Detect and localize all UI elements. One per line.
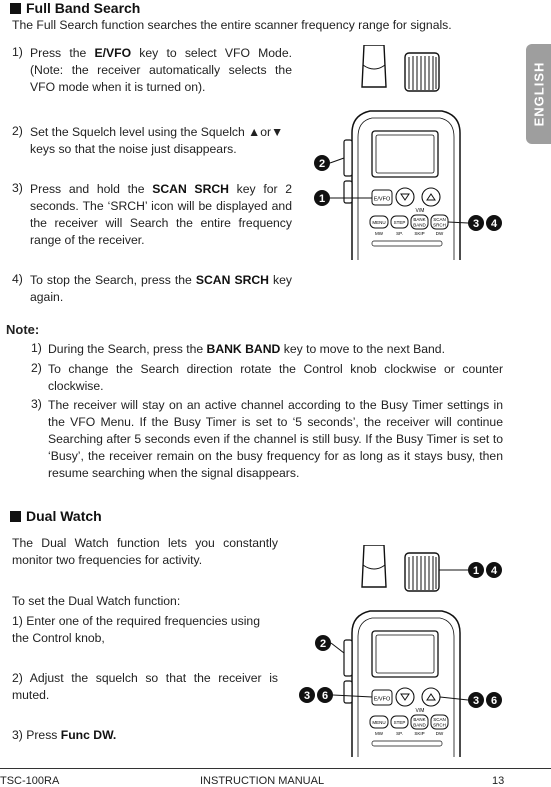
antenna <box>362 545 386 587</box>
heading-text: Full Band Search <box>26 0 141 16</box>
evfo-key-label: E/VFO <box>373 196 391 203</box>
note-text-post: key to move to the next Band. <box>280 342 445 356</box>
section-heading-dual-watch <box>10 508 102 524</box>
skip-label: SKIP <box>414 231 425 236</box>
mw-label: MW <box>375 231 383 236</box>
squelch-up-key <box>422 688 440 706</box>
skip-label: SKIP <box>414 731 425 736</box>
section2-intro: The Dual Watch function lets you constantly monitor two frequencies for activity. <box>12 536 278 567</box>
note-text: The receiver will stay on an active channel according to the Busy Timer settings in the VFO Menu. If the Busy Timer is set to ‘5 seconds’, the receiver will continue Searching after 5 seconds even if the channel is still busy. If the Busy Timer is set to ‘Busy’, the receiver remain on the busy frequency for as long as it stays busy, then resume searching when the signal disappears. <box>48 398 503 480</box>
language-tab <box>526 44 551 144</box>
sp-label: SP. <box>396 231 403 236</box>
square-bullet-icon <box>10 511 21 522</box>
vm-label: V/M <box>415 208 425 214</box>
callout-number: 3 <box>472 695 480 707</box>
menu-key-label: MENU <box>372 220 386 225</box>
vm-label: V/M <box>415 708 425 714</box>
bank-key-label: BANK <box>413 717 426 722</box>
heading-text: Dual Watch <box>26 508 102 524</box>
scan-key-label: SCAN <box>433 717 446 722</box>
note-number: 1) <box>31 341 42 355</box>
band-key-label: BAND <box>413 722 426 728</box>
menu-key-label: MENU <box>372 720 386 725</box>
callout-number: 2 <box>319 638 327 650</box>
callout-number: 1 <box>318 193 326 205</box>
step-key-label: STEP <box>393 220 406 225</box>
evfo-key-label: E/VFO <box>373 696 391 703</box>
step-text-post: key to select VFO Mode. (Note: the receiver automatically selects the VFO mode when it is turned on). <box>30 46 293 94</box>
section-heading-full-band-search <box>10 0 140 16</box>
srch-key-label: SRCH <box>433 722 446 728</box>
control-knob <box>405 553 439 591</box>
footer-model: TSC-100RA <box>0 775 60 787</box>
step3-pre: 3) Press <box>12 728 61 742</box>
key-name-func-dw: Func DW. <box>60 728 117 742</box>
section2-setup: To set the Dual Watch function: <box>12 594 181 608</box>
squelch-up-key <box>422 188 440 206</box>
lcd-display <box>372 631 438 677</box>
step-number: 3) <box>12 181 23 195</box>
key-name-bank-band: BANK BAND <box>206 342 281 356</box>
step-key-label: STEP <box>393 720 406 725</box>
step-number: 1) <box>12 45 23 59</box>
callout-number: 4 <box>490 565 498 577</box>
bank-key-label: BANK <box>413 217 426 222</box>
step-text: Set the Squelch level using the Squelch ▲or▼ keys so that the noise just disappears. <box>30 125 284 156</box>
squelch-down-key <box>396 188 414 206</box>
control-knob <box>405 53 439 91</box>
radio-figure-2 <box>290 545 510 757</box>
step-text <box>30 45 292 96</box>
radio-figure-1 <box>300 45 510 260</box>
side-button <box>344 681 352 703</box>
lcd-display <box>372 131 438 177</box>
step-text-pre: Press and hold the <box>30 182 153 196</box>
step-text-post: key again. <box>30 273 293 304</box>
key-name-scan-srch: SCAN SRCH <box>152 182 229 196</box>
step-text-post: key for 2 seconds. The ‘SRCH’ icon will be displayed and the receiver will Search the entire frequency range of the receiver. <box>30 182 293 247</box>
callout-number: 4 <box>490 218 498 230</box>
callout-number: 6 <box>321 690 329 702</box>
dw-label: DW <box>435 731 444 736</box>
footer-manual-title: INSTRUCTION MANUAL <box>200 775 325 787</box>
step-text <box>30 272 292 306</box>
note-text: To change the Search direction rotate the Control knob clockwise or counter clockwise. <box>48 362 503 393</box>
step-text-pre: Press the <box>30 46 95 60</box>
step-number: 4) <box>12 272 23 286</box>
key-name-evfo: E/VFO <box>94 46 132 60</box>
mw-label: MW <box>375 731 383 736</box>
dual-watch-step-3 <box>12 727 278 744</box>
footer-page-number: 13 <box>492 775 505 787</box>
srch-key-label: SRCH <box>433 222 446 228</box>
dw-label: DW <box>435 231 444 236</box>
side-button <box>344 640 352 676</box>
key-name-scan-srch: SCAN SRCH <box>195 273 269 287</box>
squelch-down-key <box>396 688 414 706</box>
note-text-pre: During the Search, press the <box>48 342 207 356</box>
band-key-label: BAND <box>413 222 426 228</box>
callout-number: 1 <box>472 565 480 577</box>
section1-intro: The Full Search function searches the entire scanner frequency range for signals. <box>12 18 452 32</box>
callout-number: 2 <box>318 158 326 170</box>
note-text <box>48 341 503 358</box>
sp-label: SP. <box>396 731 403 736</box>
footer-rule <box>0 768 551 769</box>
step-text-pre: To stop the Search, press the <box>30 273 196 287</box>
step-number: 2) <box>12 124 23 138</box>
note-number: 2) <box>31 361 42 375</box>
dual-watch-step-2: 2) Adjust the squelch so that the receiver is muted. <box>12 671 278 702</box>
note-title: Note: <box>6 322 40 337</box>
scan-key-label: SCAN <box>433 217 446 222</box>
dual-watch-step-1: 1) Enter one of the required frequencies using the Control knob, <box>12 614 260 645</box>
side-button <box>344 140 352 176</box>
callout-number: 3 <box>472 218 480 230</box>
square-bullet-icon <box>10 3 21 14</box>
language-tab-label: ENGLISH <box>531 61 546 127</box>
callout-number: 3 <box>303 690 311 702</box>
note-number: 3) <box>31 397 42 411</box>
side-button <box>344 181 352 203</box>
step-text <box>30 181 292 249</box>
antenna <box>362 45 386 87</box>
callout-number: 6 <box>490 695 498 707</box>
